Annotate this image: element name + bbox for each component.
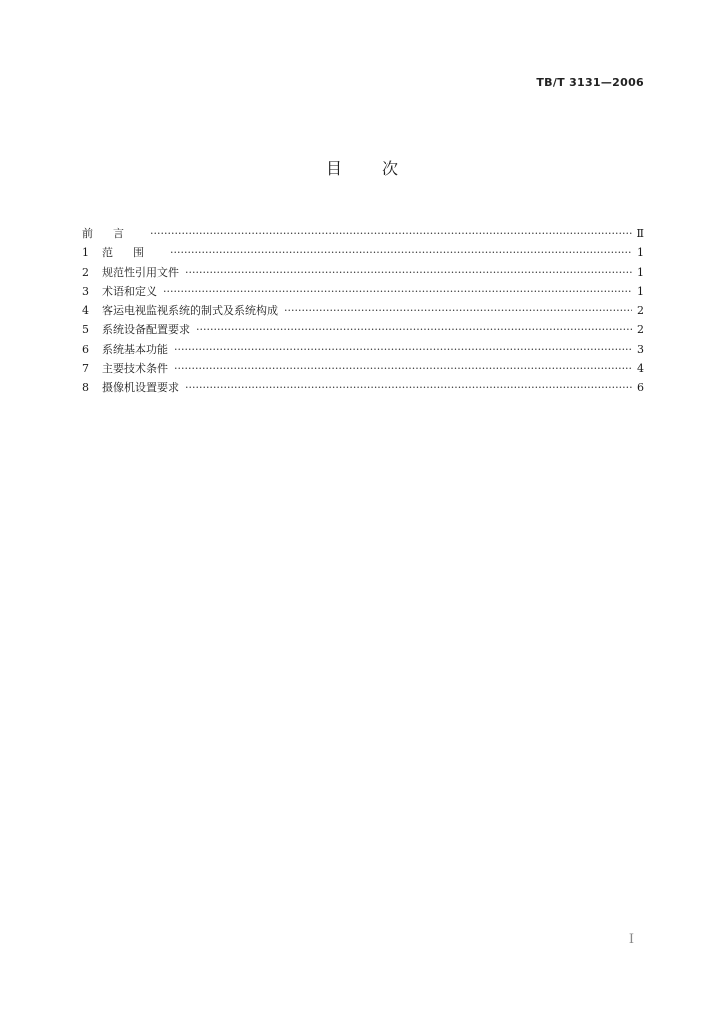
toc-entry-number: 4 — [82, 304, 89, 318]
page-number: I — [628, 932, 634, 947]
standard-number: TB/T 3131—2006 — [536, 76, 644, 89]
toc-entry-number: 7 — [82, 362, 89, 376]
page-title — [0, 156, 724, 179]
toc-entry-4[interactable] — [82, 301, 644, 320]
toc-entry-1[interactable] — [82, 243, 644, 262]
toc-entry-page: 2 — [637, 323, 644, 337]
toc-leader-dots — [150, 224, 632, 243]
toc-entry-page: 6 — [637, 381, 644, 395]
toc-entry-page: 1 — [637, 284, 644, 298]
toc-entry-number: 2 — [82, 265, 89, 279]
toc-entry-label: 摄像机设置要求 — [102, 381, 179, 395]
toc-entry-3[interactable] — [82, 282, 644, 301]
toc-entry-6[interactable] — [82, 340, 644, 359]
toc-entry-label: 规范性引用文件 — [102, 265, 179, 279]
toc-entry-label: 系统设备配置要求 — [102, 323, 190, 337]
toc-entry-page: 1 — [637, 265, 644, 279]
toc-entry-5[interactable] — [82, 320, 644, 339]
toc-leader-dots — [163, 282, 632, 301]
toc-entry-label: 系统基本功能 — [102, 342, 168, 356]
toc-entry-label: 客运电视监视系统的制式及系统构成 — [102, 304, 278, 318]
toc-entry-number: 1 — [82, 246, 89, 260]
title-part-2: 次 — [382, 159, 399, 178]
toc-entry-page: 4 — [637, 362, 644, 376]
toc-leader-dots — [174, 359, 632, 378]
toc-entry-foreword[interactable] — [82, 224, 644, 243]
toc-leader-dots — [185, 378, 632, 397]
table-of-contents — [82, 224, 644, 398]
toc-entry-number: 6 — [82, 342, 89, 356]
toc-entry-page: 1 — [637, 246, 644, 260]
toc-entry-page: 3 — [637, 342, 644, 356]
toc-entry-7[interactable] — [82, 359, 644, 378]
toc-entry-label: 术语和定义 — [102, 284, 157, 298]
toc-entry-8[interactable] — [82, 378, 644, 397]
toc-entry-label: 主要技术条件 — [102, 362, 168, 376]
toc-entry-number: 3 — [82, 284, 89, 298]
toc-leader-dots — [284, 301, 632, 320]
toc-entry-label: 范围 — [102, 246, 164, 260]
toc-leader-dots — [170, 243, 632, 262]
toc-entry-number: 8 — [82, 381, 89, 395]
toc-leader-dots — [185, 263, 632, 282]
toc-entry-2[interactable] — [82, 263, 644, 282]
toc-entry-page: Ⅱ — [636, 227, 644, 240]
toc-entry-label: 前言 — [82, 227, 144, 240]
toc-entry-page: 2 — [637, 304, 644, 318]
toc-entry-number: 5 — [82, 323, 89, 337]
toc-leader-dots — [196, 320, 632, 339]
title-part-1: 目 — [325, 159, 342, 178]
toc-leader-dots — [174, 340, 632, 359]
